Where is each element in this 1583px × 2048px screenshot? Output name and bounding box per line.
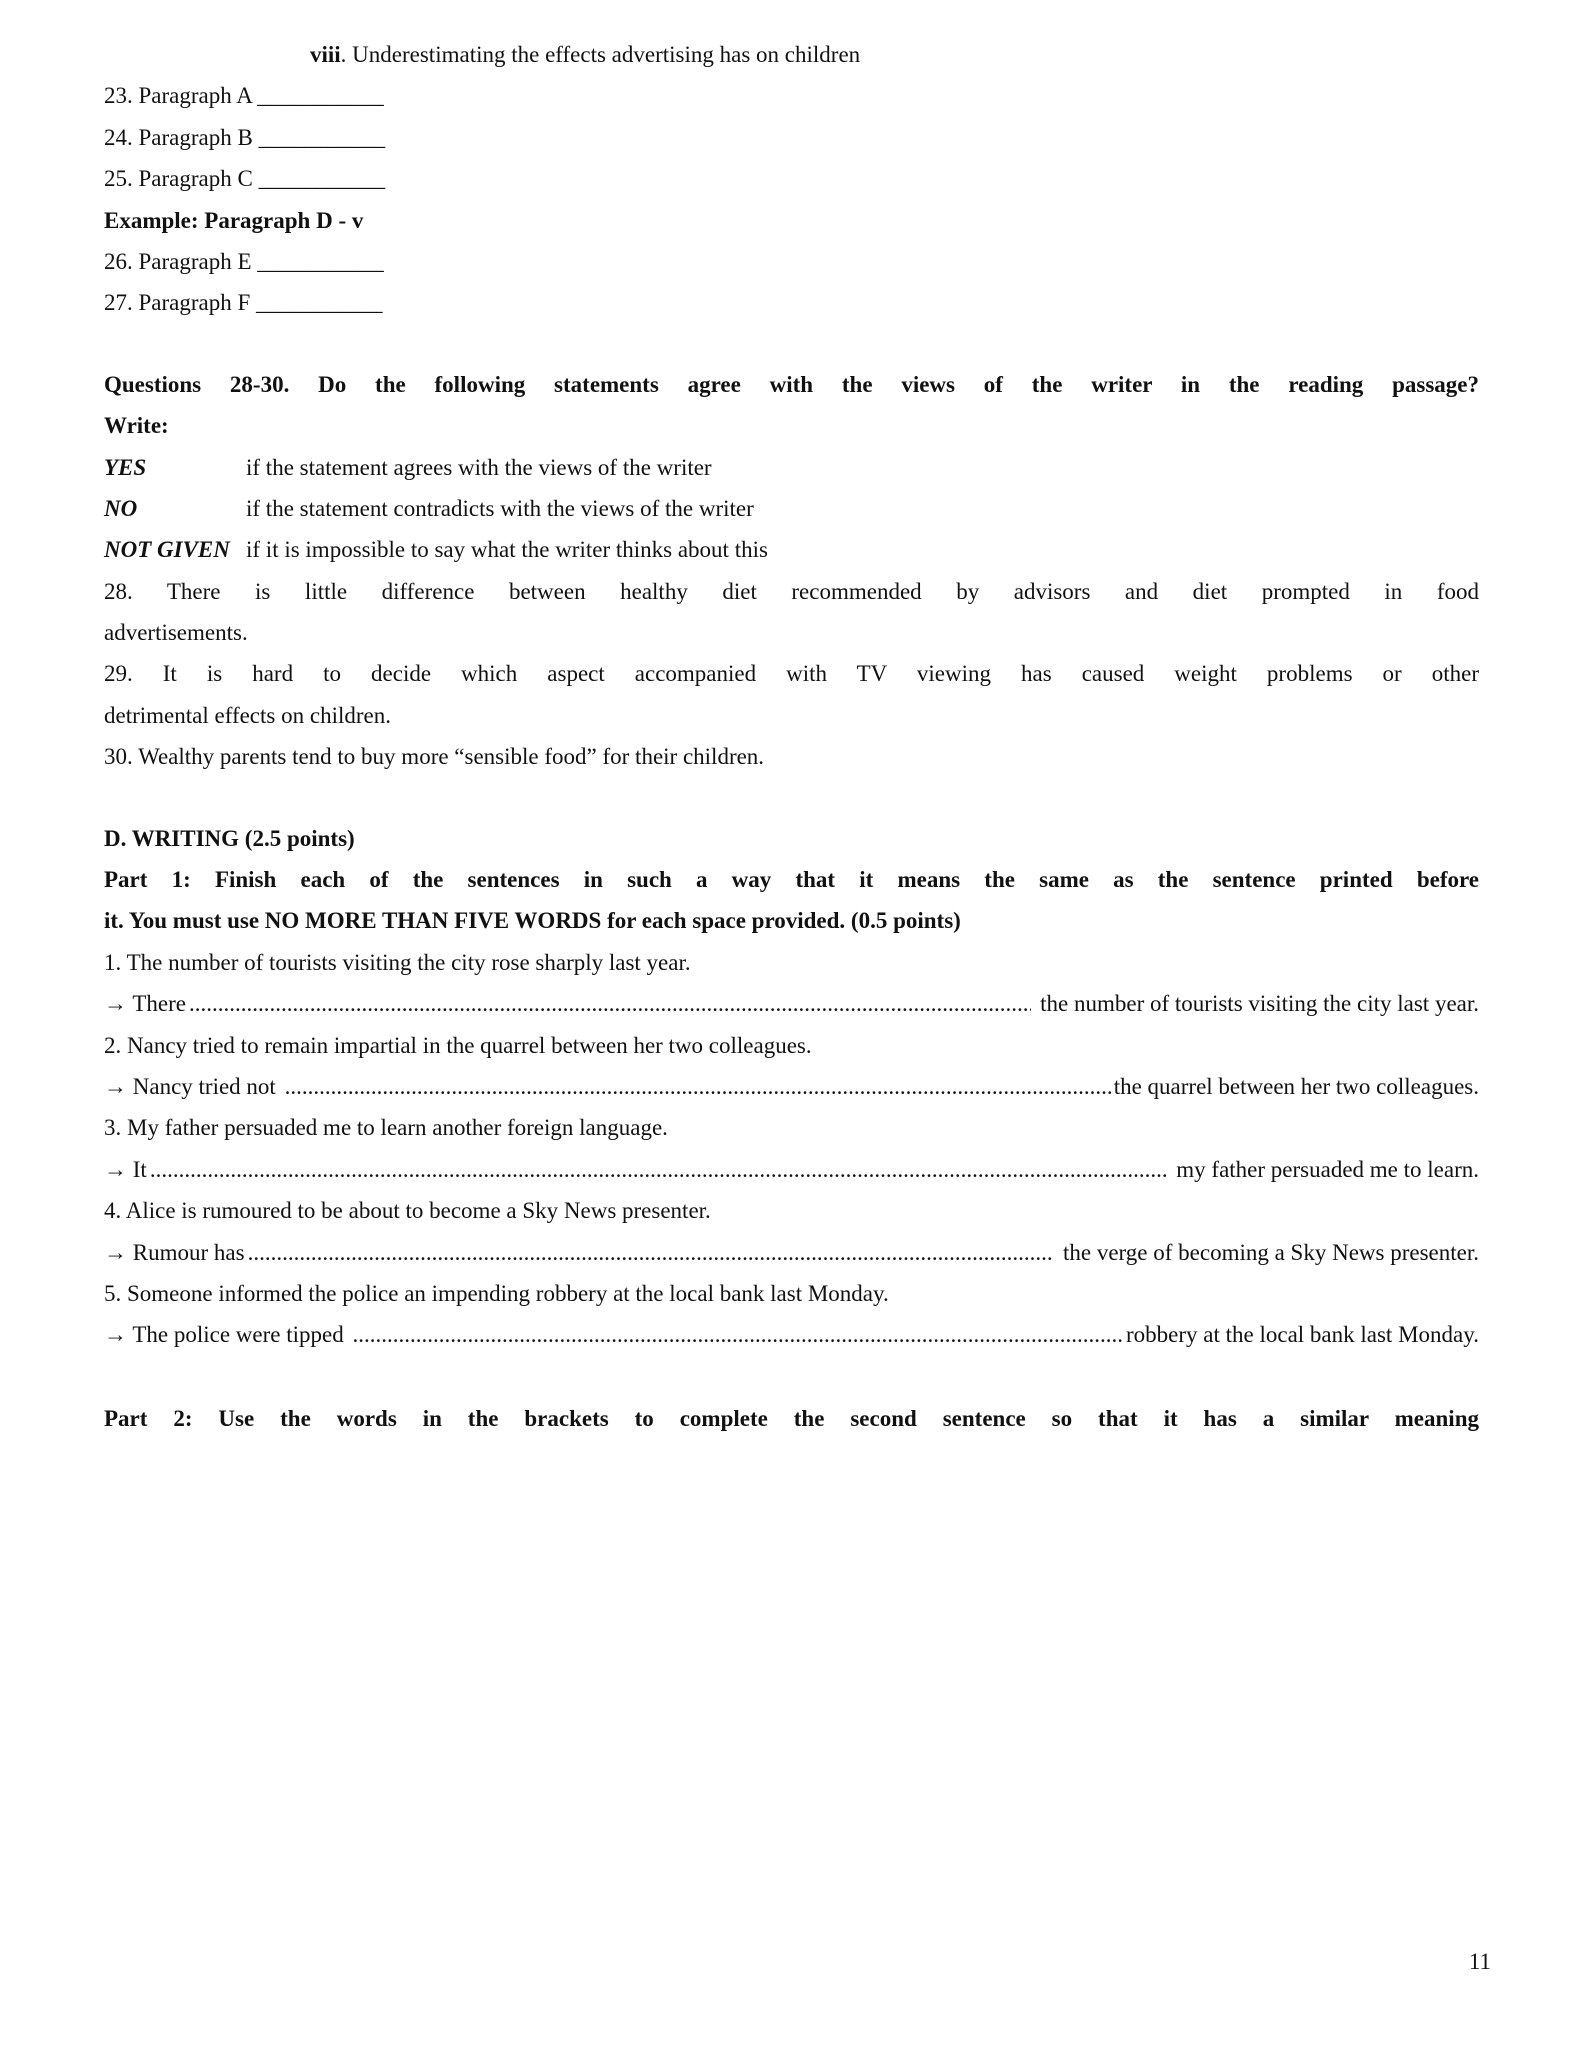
part1-instruction-line2: it. You must use NO MORE THAN FIVE WORDS for each space provided. (0.5 points) <box>104 908 961 934</box>
answer-line-5-start: → The police were tipped <box>104 1322 350 1348</box>
answer-option-no <box>104 488 1479 529</box>
heading-option-viii <box>310 34 1479 75</box>
writing-section-title: D. WRITING (2.5 points) <box>104 825 355 851</box>
matching-item-27: 27. Paragraph F ___________ <box>104 290 383 316</box>
matching-item-24: 24. Paragraph B ___________ <box>104 124 386 150</box>
source-sentence-2: 2. Nancy tried to remain impartial in the quarrel between her two colleagues. <box>104 1032 812 1058</box>
part2-instruction: Part 2: Use the words in the brackets to complete the second sentence so that it has a similar meaning <box>104 1405 1479 1431</box>
option-text-no: if the statement contradicts with the views of the writer <box>246 495 754 521</box>
source-sentence-1: 1. The number of tourists visiting the city rose sharply last year. <box>104 949 691 975</box>
page-number: 11 <box>1468 1948 1491 1974</box>
questions-28-30-section <box>104 364 1479 778</box>
questions-28-30-intro-line2: Write: <box>104 413 169 439</box>
answer-line-4 <box>104 1232 1479 1273</box>
option-label-no: NO <box>104 495 138 521</box>
writing-item-2 <box>104 1025 1479 1108</box>
statement-29-line2: detrimental effects on children. <box>104 702 391 728</box>
option-text-yes: if the statement agrees with the views of the writer <box>246 454 712 480</box>
dotted-leader <box>352 1314 1123 1355</box>
option-text-not-given: if it is impossible to say what the writer thinks about this <box>246 537 768 563</box>
dotted-leader <box>150 1149 1168 1190</box>
statement-29-line1: 29. It is hard to decide which aspect accompanied with TV viewing has caused weight problems or other <box>104 661 1479 687</box>
writing-section <box>104 818 1479 1356</box>
answer-option-yes <box>104 447 1479 488</box>
answer-line-4-end: the verge of becoming a Sky News presenter. <box>1057 1239 1479 1265</box>
answer-line-1-end: the number of tourists visiting the city last year. <box>1034 991 1479 1017</box>
dotted-leader <box>189 983 1031 1024</box>
answer-line-1 <box>104 983 1479 1024</box>
questions-28-30-intro-line1: Questions 28-30. Do the following statements agree with the views of the writer in the reading passage? <box>104 371 1479 397</box>
matching-item-23: 23. Paragraph A ___________ <box>104 83 384 109</box>
statement-28-line2: advertisements. <box>104 620 248 646</box>
dotted-leader <box>285 1066 1111 1107</box>
source-sentence-4: 4. Alice is rumoured to be about to become a Sky News presenter. <box>104 1198 711 1224</box>
writing-item-5 <box>104 1273 1479 1356</box>
answer-option-not-given <box>104 529 1479 570</box>
answer-line-2-end: the quarrel between her two colleagues. <box>1113 1073 1479 1099</box>
matching-item-26: 26. Paragraph E ___________ <box>104 248 384 274</box>
writing-item-1 <box>104 942 1479 1025</box>
answer-line-3-start: → It <box>104 1156 147 1182</box>
answer-line-3 <box>104 1149 1479 1190</box>
heading-option-text: . Underestimating the effects advertising has on children <box>340 42 861 67</box>
option-label-not-given: NOT GIVEN <box>104 537 230 563</box>
answer-line-2-start: → Nancy tried not <box>104 1073 282 1099</box>
answer-line-5 <box>104 1314 1479 1355</box>
heading-option-label: viii <box>310 42 341 67</box>
matching-example: Example: Paragraph D - v <box>104 207 364 233</box>
dotted-leader <box>248 1232 1055 1273</box>
statement-28-line1: 28. There is little difference between healthy diet recommended by advisors and diet prompted in food <box>104 578 1479 604</box>
source-sentence-5: 5. Someone informed the police an impending robbery at the local bank last Monday. <box>104 1280 889 1306</box>
answer-line-4-start: → Rumour has <box>104 1239 245 1265</box>
option-label-yes: YES <box>104 454 147 480</box>
answer-line-3-end: my father persuaded me to learn. <box>1170 1156 1479 1182</box>
answer-line-1-start: → There <box>104 991 186 1017</box>
writing-item-4 <box>104 1190 1479 1273</box>
statement-30 <box>104 736 1479 777</box>
paragraph-matching-list <box>104 75 1479 323</box>
matching-item-25: 25. Paragraph C ___________ <box>104 166 386 192</box>
answer-line-5-end: robbery at the local bank last Monday. <box>1126 1322 1479 1348</box>
writing-item-3 <box>104 1107 1479 1190</box>
statement-30-line1: 30. Wealthy parents tend to buy more “sensible food” for their children. <box>104 744 765 770</box>
part1-instruction-line1: Part 1: Finish each of the sentences in such a way that it means the same as the sentence printed before <box>104 867 1479 893</box>
answer-line-2 <box>104 1066 1479 1107</box>
statement-28 <box>104 571 1479 654</box>
statement-29 <box>104 653 1479 736</box>
source-sentence-3: 3. My father persuaded me to learn another foreign language. <box>104 1115 668 1141</box>
